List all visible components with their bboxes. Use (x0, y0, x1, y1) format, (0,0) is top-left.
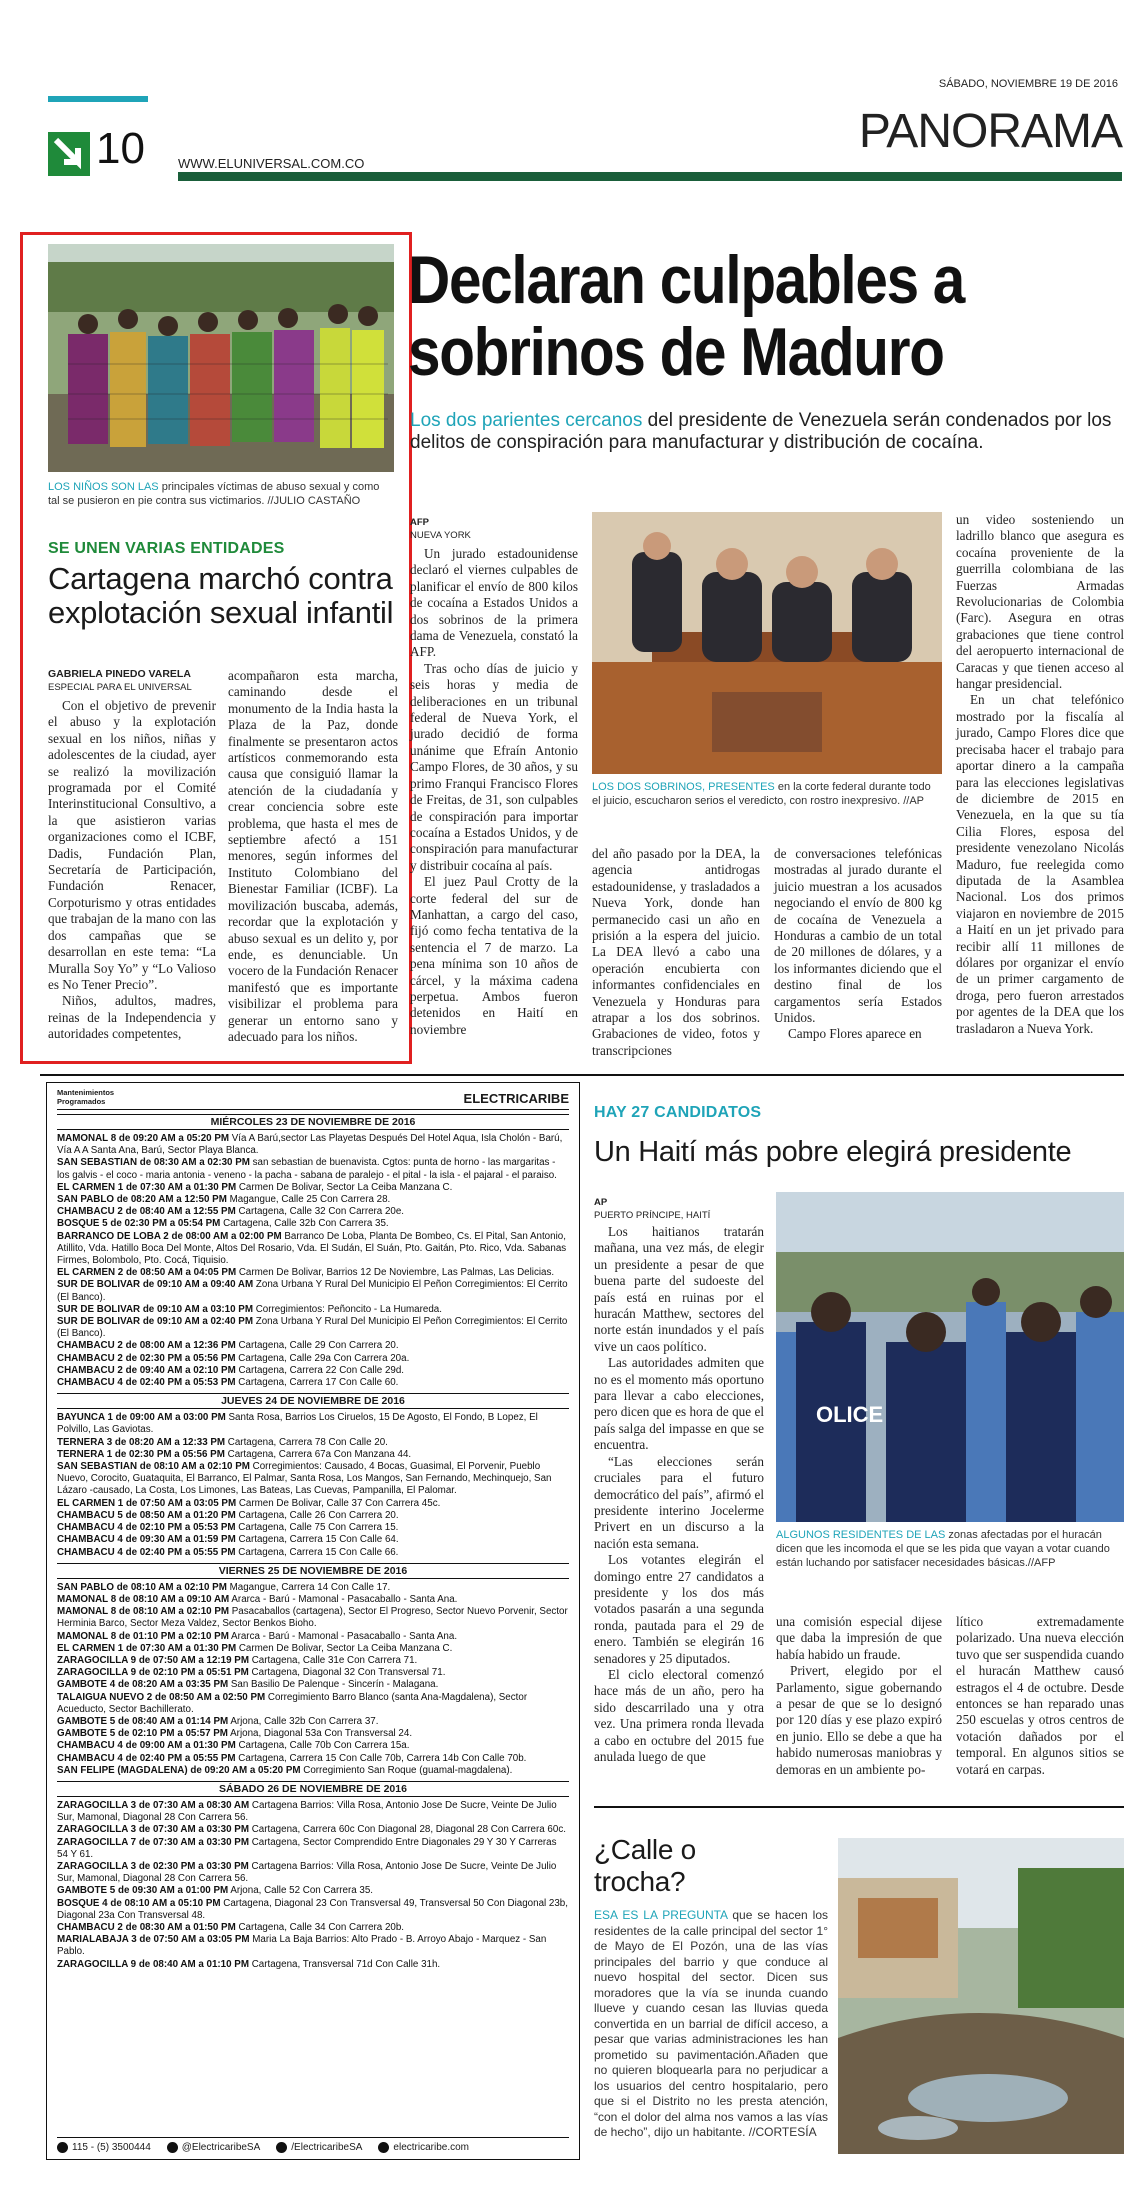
ad-twitter[interactable]: @ElectricaribeSA (181, 2142, 261, 2153)
schedule-item-place: ZARAGOCILLA 9 de 02:10 PM a 05:51 PM (57, 1667, 249, 1679)
calle-body: que se hacen los residentes de la calle principal del sector 1° de Mayo de El Pozón, una de las vías principales del barrio y que conduce al nuevo hospital del sector. Dicen sus moradores que la vía se inunda cuando llueve y cuando cesan las lluvias queda convertida en un barrial de difícil acceso, a pesar que varias administraciones les han prometido su pavimentación.Añaden que no quieren bloquearla para no perjudicar a los usuarios del centro hospitalario, pero que si el Distrito no les presta atención, “con el dolor del alma nos vamos a las vías de hecho”, dijo un habitante. //CORTESÍA (594, 1908, 828, 2139)
schedule-item-detail: Cartagena, Diagonal 32 Con Transversal 71. (248, 1667, 446, 1679)
ad-header-small (57, 1089, 114, 1106)
schedule-item (57, 1133, 569, 1157)
schedule-item-detail: Magangue, Carrera 14 Con Calle 17. (226, 1581, 391, 1593)
schedule-item-place: SAN SEBASTIAN de 08:30 AM a 02:30 PM (57, 1157, 250, 1169)
header-green-rule (178, 172, 1122, 181)
schedule-item (57, 1522, 569, 1534)
schedule-item-place: SUR DE BOLIVAR de 09:10 AM a 03:10 PM (57, 1303, 253, 1315)
schedule-item-detail: Cartagena, Calle 29 Con Carrera 20. (235, 1340, 399, 1352)
schedule-item-place: CHAMBACU 4 de 09:30 AM a 01:59 PM (57, 1534, 236, 1546)
schedule-item (57, 1898, 569, 1922)
ad-header (57, 1089, 569, 1110)
schedule-item-detail: Cartagena, Calle 29a Con Carrera 20a. (235, 1352, 410, 1364)
schedule-item (57, 1800, 569, 1824)
schedule-day-title: SÁBADO 26 DE NOVIEMBRE DE 2016 (57, 1781, 569, 1797)
schedule-item-place: EL CARMEN 1 de 07:30 AM a 01:30 PM (57, 1642, 237, 1654)
schedule-item-place: TERNERA 1 de 02:30 PM a 05:56 PM (57, 1448, 225, 1460)
source: AP (594, 1197, 608, 1208)
schedule-item-place: BAYUNCA 1 de 09:00 AM a 03:00 PM (57, 1412, 226, 1424)
paragraph: Los votantes elegirán el domingo entre 27 candidatos a presidente y los dos más votados pasarán a una segunda ronda, pautada para el 29 de enero. También se elegirán 16 senadores y 25 diputados. (594, 1552, 764, 1666)
schedule-item-detail: Cartagena, Calle 70b Con Carrera 15a. (235, 1740, 410, 1752)
ad-footer (57, 2137, 569, 2153)
schedule-item-detail: Carmen De Bolivar, Calle 37 Con Carrera 45c. (236, 1497, 441, 1509)
schedule-item-place: ZARAGOCILLA 9 de 07:50 AM a 12:19 PM (57, 1654, 249, 1666)
schedule-item (57, 1594, 569, 1606)
schedule-item-place: GAMBOTE 5 de 08:40 AM a 01:14 PM (57, 1715, 229, 1727)
schedule-item-place: CHAMBACU 4 de 02:40 PM a 05:55 PM (57, 1546, 236, 1558)
schedule-item-detail: Carmen De Bolivar, Barrios 12 De Noviembre, Las Palmas, Las Delicias. (236, 1267, 555, 1279)
deck-rest: del presidente de Venezuela serán condenados por los delitos de conspiración para manufacturar y distribución de cocaína. (410, 410, 1112, 453)
schedule-item (57, 1377, 569, 1389)
facebook-icon (276, 2142, 287, 2153)
schedule-item (57, 1279, 569, 1303)
schedule-item-place: CHAMBACU 4 de 02:40 PM a 05:55 PM (57, 1752, 236, 1764)
paragraph: una comisión especial dijese que daba la impresión de que había habido un fraude. (776, 1614, 942, 1662)
headline-line: Declaran culpables a (408, 242, 965, 318)
section-divider (40, 1074, 1124, 1076)
paragraph: Tras ocho días de juicio y seis horas y media de deliberaciones en un tribunal federal de Nueva York, el jurado decidió de forma unánime que Efraín Antonio Campo Flores, de 30 años, y su primo Franqui Francisco Flores de Freitas, de 31, son culpables de conspiración para importar cocaína a Estados Unidos, y de conspiración para manufacturar y distribuir cocaína al país. (410, 660, 578, 873)
schedule-item-place: MAMONAL 8 de 08:10 AM a 02:10 PM (57, 1606, 230, 1618)
schedule-item-detail: Cartagena, Calle 31e Con Carrera 71. (249, 1654, 418, 1666)
schedule-item-detail: Carmen De Bolivar, Sector La Ceiba Manzana C. (236, 1642, 453, 1654)
paragraph: del año pasado por la DEA, la agencia antidrogas estadounidense, y trasladados a Nueva York, donde han permanecido casi un año en prisión a la espera del juicio. La DEA llevó a cabo una operación encubierta con informantes confidenciales en Venezuela y Honduras para atrapar a los dos sobrinos. Grabaciones de video, fotos y transcripciones (592, 846, 760, 1058)
paragraph: un video sosteniendo un ladrillo blanco que asegura es cocaína proveniente de la guerrilla colombiana de las Fuerzas Armadas Revolucionarias de Colombia (Farc). Asegura en otras grabaciones que tiene control del aeropuerto internacional de Caracas y que tienen acceso al hangar presidencial. (956, 512, 1124, 692)
haiti-headline: Un Haití más pobre elegirá presidente (594, 1136, 1072, 1168)
schedule-item-detail: Cartagena, Carrera 67a Con Manzana 44. (224, 1448, 412, 1460)
schedule-item-detail: Barranco De Loba, Planta De Bombeo, Cs. El Pital, San Antonio, Atillito, Vda. Hatillo Boca Del Monte, Altos Del Rosario, Vda. El Sudán, El Suán, Pto. Gaitán, Pto. Rico, Vda. Sabanas Firmes, Bolombolo, Pto. Cocá, Tiquisio. (57, 1230, 567, 1267)
paragraph: El ciclo electoral comenzó hace más de un año, pero ha sido descarrilado una y otra vez. Una primera ronda llevada a cabo en octubre del 2015 fue anulada luego de que (594, 1666, 764, 1764)
schedule-item-place: CHAMBACU 4 de 02:40 PM a 05:53 PM (57, 1377, 236, 1389)
schedule-item (57, 1728, 569, 1740)
schedule-item-place: SAN SEBASTIAN de 08:10 AM a 02:10 PM (57, 1461, 250, 1473)
schedule-item (57, 1922, 569, 1934)
schedule-item-detail: Corregimientos: Causado, 4 Bocas, Guasimal, El Porvenir, Pueblo Nuevo, Corocito, Guataquita, El Barranco, El Palmar, Santa Rosa, Los Mangos, San Fernando, Mechinquejo, San Lázaro -causado, La Costa, Los Limones, Las Bateas, Las Cuevas, Pampanilla, El Palomar. (57, 1461, 552, 1497)
cartagena-photo (48, 244, 394, 472)
schedule-day-title: VIERNES 25 DE NOVIEMBRE DE 2016 (57, 1563, 569, 1579)
schedule-item-place: ZARAGOCILLA 3 de 07:30 AM a 08:30 AM (57, 1799, 250, 1811)
ad-header-small-2: Programados (57, 1096, 106, 1106)
paragraph: lítico extremadamente polarizado. Una nueva elección tuvo que ser suspendida cuando el huracán Matthew causó estragos el 4 de octubre. Desde entonces se han reparado unas 250 escuelas y otros centros de votación dañados por el temporal. En algunos sitios se votará en carpas. (956, 1614, 1124, 1777)
schedule-item (57, 1631, 569, 1643)
schedule-item-detail: Cartagena, Sector Comprendido Entre Diagonales 29 Y 30 Y Carreras 54 Y 61. (57, 1836, 557, 1860)
author: GABRIELA PINEDO VARELA (48, 668, 191, 680)
schedule-item (57, 1498, 569, 1510)
cartagena-col1 (48, 698, 216, 1043)
schedule-item-detail: Cartagena, Calle 32 Con Carrera 20e. (235, 1206, 405, 1218)
ad-phone[interactable]: 115 - (5) 3500444 (72, 2142, 151, 2153)
schedule-item-place: BOSQUE 4 de 08:10 AM a 05:10 PM (57, 1897, 221, 1909)
source: AFP (410, 517, 429, 528)
schedule-item-place: SAN PABLO de 08:20 AM a 12:50 PM (57, 1194, 227, 1206)
schedule-item-place: MARIALABAJA 3 de 07:50 AM a 03:05 PM (57, 1934, 250, 1946)
cartagena-col2 (228, 668, 398, 1045)
caption-lead: LOS NIÑOS SON LAS (48, 481, 159, 493)
caption-text: en la corte federal durante todo el juicio, escucharon serios el veredicto, con rostro inexpresivo. //AP (592, 781, 931, 807)
schedule-item-detail: Cartagena, Carrera 15 Con Calle 70b, Carrera 14b Con Calle 70b. (235, 1752, 527, 1764)
maduro-col4 (956, 512, 1124, 1037)
schedule-item-place: GAMBOTE 5 de 09:30 AM a 01:00 PM (57, 1885, 229, 1897)
schedule-item (57, 1461, 569, 1498)
schedule-item (57, 1157, 569, 1181)
schedule-item-detail: Maria La Baja Barrios: Alto Prado - B. Arroyo Abajo - Marquez - San Pablo. (57, 1934, 547, 1958)
schedule-item (57, 1231, 569, 1268)
schedule-item-detail: Ararca - Barú - Mamonal - Pasacaballo - Santa Ana. (228, 1630, 458, 1642)
schedule-item (57, 1667, 569, 1679)
paragraph: Privert, elegido por el Parlamento, sigue gobernando a pesar de que se lo designó por 120 días y ese plazo expiró en junio. Ello se debe a que ha habido numerosas maniobras y demoras en un ambiente po- (776, 1663, 942, 1777)
haiti-byline (594, 1196, 710, 1222)
haiti-col2 (776, 1614, 942, 1778)
paragraph: Campo Flores aparece en (788, 1026, 922, 1042)
schedule-item (57, 1885, 569, 1897)
caption-text: zonas afectadas por el huracán dicen que les incomoda el que se les pida que vayan a votar cuando están luchando por satisfacer necesidades básicas.//AFP (776, 1529, 1110, 1569)
schedule-item-place: EL CARMEN 2 de 08:50 AM a 04:05 PM (57, 1267, 237, 1279)
paragraph: Con el objetivo de prevenir el abuso y la explotación sexual en los niños, niñas y adolescentes de la ciudad, ayer se realizó la movilización programada por el Comité Interinstitucional Consultivo, a la que asistieron varias organizaciones como el ICBF, Dadis, Fundación Plan, Secretaría de Participación, Fundación Renacer, Corpoturismo y otras entidades que trabajan de la mano con las dos campañas que se desarrollan en este tema: “La Muralla Soy Yo” y “Lo Valioso es No Tener Precio”. (48, 698, 216, 992)
schedule-item-place: CHAMBACU 2 de 02:30 PM a 05:56 PM (57, 1352, 236, 1364)
haiti-photo (776, 1192, 1124, 1522)
maduro-deck (410, 410, 1120, 454)
schedule-item-place: ZARAGOCILLA 7 de 07:30 AM a 03:30 PM (57, 1836, 249, 1848)
header-date: SÁBADO, NOVIEMBRE 19 DE 2016 (938, 78, 1118, 90)
schedule-item (57, 1353, 569, 1365)
schedule-item (57, 1449, 569, 1461)
schedule-day-title: JUEVES 24 DE NOVIEMBRE DE 2016 (57, 1393, 569, 1409)
schedule-item-place: EL CARMEN 1 de 07:30 AM a 01:30 PM (57, 1181, 237, 1193)
schedule-item-place: MAMONAL 8 de 08:10 AM a 09:10 AM (57, 1593, 230, 1605)
cartagena-headline: Cartagena marchó contra explotación sexual infantil (48, 561, 394, 630)
schedule-item (57, 1437, 569, 1449)
schedule-item-detail: Corregimiento Barro Blanco (santa Ana-Magdalena), Sector Acueducto, Sector Bachillerato. (57, 1691, 528, 1715)
svg-text:OLICE: OLICE (816, 1402, 884, 1427)
schedule-item-place: CHAMBACU 2 de 08:40 AM a 12:55 PM (57, 1206, 236, 1218)
schedule-item-place: BARRANCO DE LOBA 2 de 08:00 AM a 02:00 PM (57, 1230, 282, 1242)
schedule-item-place: CHAMBACU 2 de 09:40 AM a 02:10 PM (57, 1364, 236, 1376)
schedule-item (57, 1412, 569, 1436)
ad-facebook[interactable]: /ElectricaribeSA (291, 2142, 363, 2153)
schedule-item-place: ZARAGOCILLA 9 de 08:40 AM a 01:10 PM (57, 1958, 249, 1970)
schedule-item-place: EL CARMEN 1 de 07:50 AM a 03:05 PM (57, 1497, 237, 1509)
schedule-item-place: CHAMBACU 4 de 09:00 AM a 01:30 PM (57, 1740, 236, 1752)
schedule-item (57, 1365, 569, 1377)
headline-line: sobrinos de Maduro (408, 314, 944, 390)
caption-text: principales víctimas de abuso sexual y como tal se pusieron en pie contra sus victimarios. //JULIO CASTAÑO (48, 481, 380, 507)
schedule-item-place: MAMONAL 8 de 09:20 AM a 05:20 PM (57, 1133, 230, 1144)
schedule-item-detail: Zona Urbana Y Rural Del Municipio El Peñon Corregimientos: El Cerrito (El Banco). (57, 1279, 568, 1303)
cartagena-kicker: SE UNEN VARIAS ENTIDADES (48, 540, 285, 557)
schedule-item (57, 1824, 569, 1836)
schedule-item-detail: Pasacaballos (cartagena), Sector El Progreso, Sector Nuevo Porvenir, Sector Herminia Barco, Sector Meza Valdez, Sector Benkos Bioho. (57, 1606, 568, 1630)
ad-header-small-1: Mantenimientos (57, 1088, 115, 1097)
section-title: PANORAMA (858, 105, 1122, 158)
haiti-kicker: HAY 27 CANDIDATOS (594, 1104, 762, 1121)
schedule-item (57, 1206, 569, 1218)
ad-brand: ELECTRICARIBE (463, 1091, 569, 1106)
schedule-item-place: GAMBOTE 5 de 02:10 PM a 05:57 PM (57, 1728, 228, 1740)
schedule-item (57, 1582, 569, 1594)
section-divider (594, 1806, 1124, 1808)
schedule-item (57, 1267, 569, 1279)
schedule-item-detail: Cartagena, Diagonal 23 Con Transversal 49, Transversal 50 Con Diagonal 23b, Diagonal 23a Con Transversal 48. (57, 1897, 568, 1921)
paragraph: “Las elecciones serán cruciales para el futuro democrático del país”, afirmó el presidente interino Jocelerme Privert en un discurso a la nación esta semana. (594, 1453, 764, 1551)
header-top-rule (48, 96, 148, 102)
schedule-item (57, 1837, 569, 1861)
dateline: NUEVA YORK (410, 530, 471, 541)
twitter-icon (167, 2142, 178, 2153)
schedule-item-place: ZARAGOCILLA 3 de 02:30 PM a 03:30 PM (57, 1860, 249, 1872)
schedule-item-place: SAN PABLO de 08:10 AM a 02:10 PM (57, 1581, 227, 1593)
phone-icon (57, 2142, 68, 2153)
electricaribe-ad (46, 1082, 580, 2160)
schedule-item-place: TALAIGUA NUEVO 2 de 08:50 AM a 02:50 PM (57, 1691, 266, 1703)
schedule-item-place: MAMONAL 8 de 01:10 PM a 02:10 PM (57, 1630, 229, 1642)
schedule-item-detail: Cartagena Barrios: Villa Rosa, Antonio Jose De Sucre, Veinte De Julio Sur, Mamonal, Diagonal 28 Con Carrera 56. (57, 1860, 557, 1885)
caption-lead: LOS DOS SOBRINOS, PRESENTES (592, 781, 775, 793)
paragraph: Un jurado estadounidense declaró el viernes culpables de planificar el envío de 800 kilos de cocaína a Estados Unidos a dos sobrinos de la primera dama de Venezuela, constató la AFP. (410, 546, 578, 660)
schedule-item-detail: San Basilio De Palenque - Sincerín - Malagana. (228, 1679, 439, 1691)
schedule-item-detail: Corregimiento San Roque (guamal-magdalena). (300, 1764, 513, 1776)
haiti-col3 (956, 1614, 1124, 1778)
schedule-item-detail: Cartagena, Carrera 15 Con Calle 64. (235, 1534, 399, 1546)
schedule-item (57, 1765, 569, 1777)
maduro-headline (408, 244, 1027, 388)
maduro-col1 (410, 546, 578, 1038)
schedule-item-detail: Cartagena, Carrera 78 Con Calle 20. (225, 1436, 388, 1448)
schedule-item-detail: Cartagena, Calle 34 Con Carrera 20b. (235, 1921, 405, 1933)
schedule-item (57, 1934, 569, 1958)
schedule-item-detail: Magangue, Calle 25 Con Carrera 28. (226, 1194, 391, 1206)
schedule-item-detail: Ararca - Barú - Mamonal - Pasacaballo - Santa Ana. (229, 1593, 458, 1605)
schedule-item-detail: Cartagena, Transversal 71d Con Calle 31h. (249, 1958, 441, 1970)
schedule-item (57, 1716, 569, 1728)
schedule-item (57, 1304, 569, 1316)
schedule-item (57, 1740, 569, 1752)
deck-lead: Los dos parientes cercanos (410, 410, 643, 431)
schedule-item-place: GAMBOTE 4 de 08:20 AM a 03:35 PM (57, 1679, 229, 1691)
ad-web[interactable]: electricaribe.com (393, 2142, 470, 2153)
maduro-caption (592, 780, 942, 808)
schedule-item-place: SUR DE BOLIVAR de 09:10 AM a 02:40 PM (57, 1316, 253, 1328)
site-url: WWW.ELUNIVERSAL.COM.CO (178, 156, 365, 171)
haiti-col1 (594, 1224, 764, 1765)
schedule-item-detail: Cartagena, Calle 32b Con Carrera 35. (220, 1218, 389, 1230)
schedule-item-detail: san sebastian de buenavista. Cgtos: punta de horno - las margaritas - los galvis - el coco - maria antonia - veneno - la pacha - sabana de paralejo - el pital - la isla - el pajaral - el paraiso. (57, 1157, 557, 1181)
schedule-item-place: SUR DE BOLIVAR de 09:10 AM a 09:40 AM (57, 1279, 254, 1291)
schedule-item-place: CHAMBACU 4 de 02:10 PM a 05:53 PM (57, 1522, 236, 1534)
schedule-item (57, 1547, 569, 1559)
dateline: PUERTO PRÍNCIPE, HAITÍ (594, 1210, 711, 1221)
schedule-item-detail: Cartagena, Carrera 60c Con Diagonal 28, Diagonal 28 Con Carrera 60c. (249, 1824, 566, 1836)
schedule-item (57, 1692, 569, 1716)
schedule-item-detail: Cartagena, Calle 75 Con Carrera 15. (235, 1522, 399, 1534)
schedule-item-detail: Santa Rosa, Barrios Los Ciruelos, 15 De Agosto, El Fondo, B Lopez, El Polvillo, Las Gaviotas. (57, 1412, 538, 1436)
paragraph: Las autoridades admiten que no es el momento más oportuno para llevar a cabo elecciones, pero dicen que es hora de que el país salga del impasse en que se encuentra. (594, 1355, 764, 1453)
schedule-item-detail: Carmen De Bolivar, Sector La Ceiba Manzana C. (236, 1181, 453, 1193)
schedule-item-detail: Cartagena, Calle 26 Con Carrera 20. (235, 1509, 399, 1521)
schedule-item-place: ZARAGOCILLA 3 de 07:30 AM a 03:30 PM (57, 1824, 249, 1836)
cartagena-byline (48, 668, 218, 694)
schedule-item-detail: Arjona, Calle 52 Con Carrera 35. (228, 1885, 373, 1897)
schedule-item-place: SAN FELIPE (MAGDALENA) de 09:20 AM a 05:20 PM (57, 1764, 301, 1776)
schedule-item (57, 1606, 569, 1630)
schedule-item-place: CHAMBACU 5 de 08:50 AM a 01:20 PM (57, 1509, 236, 1521)
paragraph: acompañaron esta marcha, caminando desde el monumento de la India hasta la Plaza de la Paz, donde finalmente se presentaron actos artísticos conmemorando esta causa que consiguió llamar la atención de la ciudadanía y crear conciencia sobre este problema, que hasta el mes de septiembre afectó a 151 menores, según informes del Instituto Colombiano del Bienestar Familiar (ICBF). La movilización buscaba, además, recordar que la explotación y abuso sexual es un delito y, por ende, es denunciable. Un vocero de la Fundación Renacer manifestó que es importante visibilizar el problema para generar un entorno sano y adecuado para los niños. (228, 668, 398, 1044)
calle-photo (838, 1838, 1124, 2154)
schedule-item (57, 1861, 569, 1885)
schedule-item-detail: Arjona, Diagonal 53a Con Transversal 24. (227, 1728, 413, 1740)
schedule-item-place: CHAMBACU 2 de 08:00 AM a 12:36 PM (57, 1340, 236, 1352)
ad-schedule (57, 1114, 569, 1971)
schedule-item (57, 1218, 569, 1230)
schedule-item-place: TERNERA 3 de 08:20 AM a 12:33 PM (57, 1436, 226, 1448)
schedule-item-detail: Cartagena, Carrera 17 Con Calle 60. (235, 1377, 399, 1389)
schedule-item (57, 1340, 569, 1352)
schedule-item (57, 1655, 569, 1667)
calle-headline: ¿Calle o trocha? (594, 1834, 696, 1897)
schedule-item (57, 1510, 569, 1522)
caption-lead: ALGUNOS RESIDENTES DE LAS (776, 1529, 946, 1541)
paragraph: Niños, adultos, madres, reinas de la Independencia y autoridades competentes, (48, 993, 216, 1042)
maduro-byline (410, 516, 471, 542)
maduro-col3 (774, 846, 942, 1043)
schedule-item (57, 1753, 569, 1765)
author-role: ESPECIAL PARA EL UNIVERSAL (48, 682, 192, 693)
schedule-item (57, 1182, 569, 1194)
page-number-icon (48, 132, 90, 176)
schedule-item (57, 1316, 569, 1340)
paragraph: En un chat telefónico mostrado por la fiscalía al jurado, Campo Flores dice que precisaba hacer el trabajo para aportar dinero a la campaña para las elecciones legislativas de diciembre de 2015 en Venezuela, en la que su tía Cilia Flores, esposa del presidente venezolano Nicolás Maduro, fue reelegida como diputada de la Asamblea Nacional. Los dos primos viajaron en noviembre de 2015 a Haití en un jet privado para recibir allí 11 millones de dólares por organizar el envío de un primer cargamento de droga, pero fueron arrestados por agentes de la DEA que los trasladaron a Nueva York. (956, 692, 1124, 1036)
page-number: 10 (96, 124, 145, 173)
schedule-item-detail: Cartagena Barrios: Villa Rosa, Antonio Jose De Sucre, Veinte De Julio Sur, Mamonal, Diagonal 28 Con Carrera 56. (57, 1799, 557, 1824)
schedule-item (57, 1959, 569, 1971)
haiti-caption (776, 1528, 1124, 1570)
schedule-item-detail: Cartagena, Carrera 22 Con Calle 29d. (235, 1364, 405, 1376)
schedule-item (57, 1534, 569, 1546)
calle-text (594, 1908, 828, 2141)
schedule-item-detail: Cartagena, Carrera 15 Con Calle 66. (235, 1546, 399, 1558)
schedule-item-detail: Vía A Barú,sector Las Playetas Después Del Hotel Aqua, Isla Cholón - Barú, Vía A A Santa Ana, Barú, Sector Playa Blanca. (57, 1133, 563, 1157)
schedule-item (57, 1194, 569, 1206)
schedule-item-detail: Zona Urbana Y Rural Del Municipio El Peñon Corregimientos: El Cerrito (El Banco). (57, 1316, 568, 1340)
web-icon (378, 2142, 389, 2153)
maduro-col2 (592, 846, 760, 1059)
schedule-item-place: CHAMBACU 2 de 08:30 AM a 01:50 PM (57, 1921, 236, 1933)
paragraph: El juez Paul Crotty de la corte federal del sur de Manhattan, a cargo del caso, fijó como fecha tentativa de la sentencia el 7 de marzo. La pena mínima son 10 años de cárcel, y la máxima cadena perpetua. Ambos fueron detenidos en Haití en noviembre (410, 874, 578, 1037)
paragraph: de conversaciones telefónicas mostradas al jurado durante el juicio muestran a los acusados negociando el envío de 800 kg de cocaína de Venezuela a Honduras a cambio de un total de 20 millones de dólares, y a los informantes diciendo que el destino final de los cargamentos sería Estados Unidos. (774, 846, 942, 1026)
schedule-day-title: MIÉRCOLES 23 DE NOVIEMBRE DE 2016 (57, 1114, 569, 1130)
calle-lead: ESA ES LA PREGUNTA (594, 1908, 728, 1922)
maduro-photo (592, 512, 942, 774)
schedule-item-place: BOSQUE 5 de 02:30 PM a 05:54 PM (57, 1218, 221, 1230)
schedule-item (57, 1679, 569, 1691)
schedule-item-detail: Corregimientos: Peñoncito - La Humareda. (253, 1303, 442, 1315)
schedule-item-detail: Arjona, Calle 32b Con Carrera 37. (228, 1715, 379, 1727)
paragraph: Los haitianos tratarán mañana, una vez más, de elegir un presidente a pesar de que buena parte del sudoeste del país está en ruinas por el huracán Matthew, sectores del norte están inundados y el país vive un caos político. (594, 1224, 764, 1354)
cartagena-caption (48, 480, 394, 508)
schedule-item (57, 1643, 569, 1655)
